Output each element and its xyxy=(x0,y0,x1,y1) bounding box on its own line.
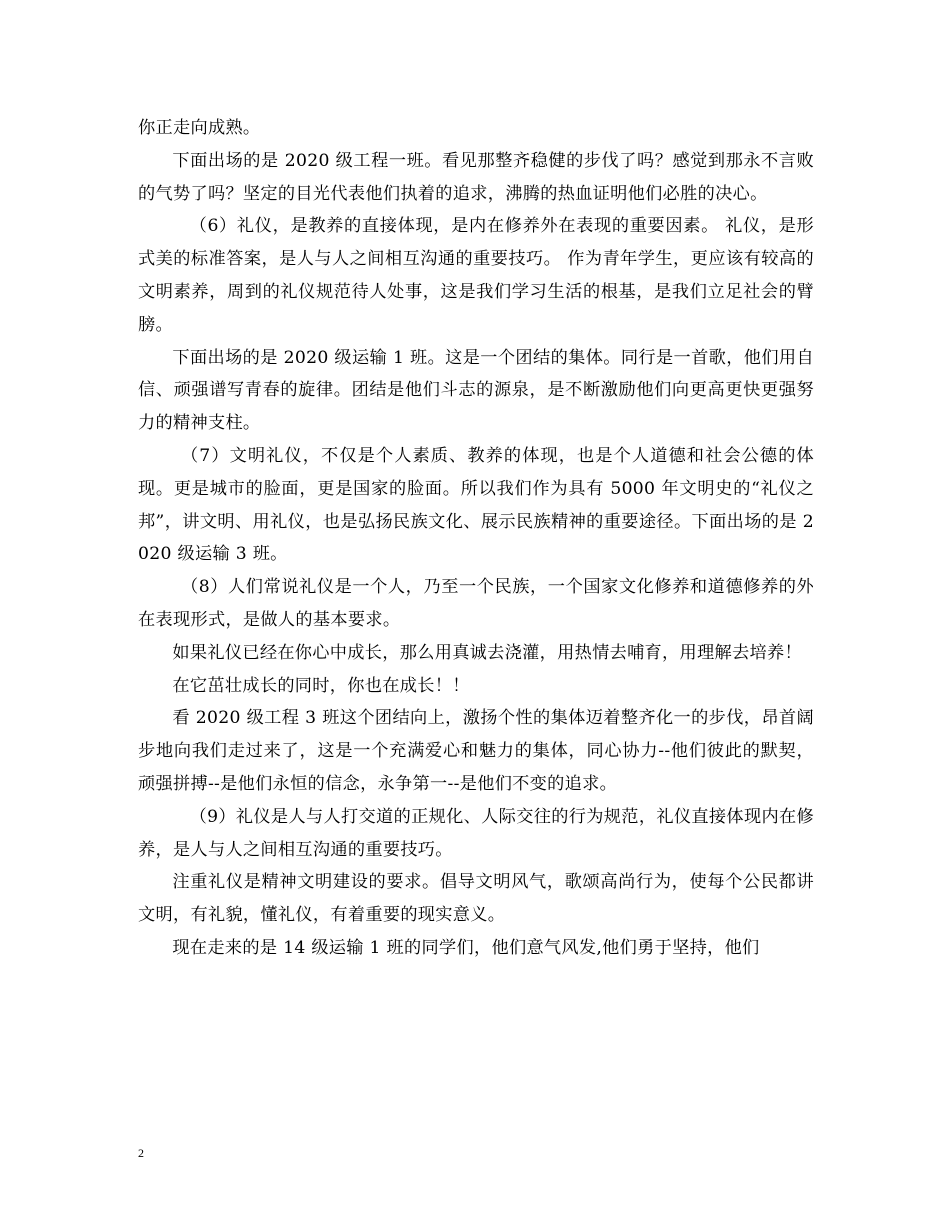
paragraph: （6）礼仪，是教养的直接体现，是内在修养外在表现的重要因素。 礼仪，是形式美的标准答案，是人与人之间相互沟通的重要技巧。 作为青年学生，更应该有较高的文明素养，周到的礼仪规范待人处事，这是我们学习生活的根基，是我们立足社会的臂膀。 xyxy=(138,216,814,335)
document-body xyxy=(138,112,814,965)
paragraph: 如果礼仪已经在你心中成长，那么用真诚去浇灌，用热情去哺育，用理解去培养！ xyxy=(172,642,802,663)
paragraph: （9）礼仪是人与人打交道的正规化、人际交往的行为规范，礼仪直接体现内在修养，是人与人之间相互沟通的重要技巧。 xyxy=(138,806,814,860)
page-number: 2 xyxy=(138,1146,144,1160)
paragraph: 现在走来的是 14 级运输 1 班的同学们，他们意气风发,他们勇于坚持，他们 xyxy=(172,937,760,958)
paragraph: （7）文明礼仪，不仅是个人素质、教养的体现，也是个人道德和社会公德的体现。更是城市的脸面，更是国家的脸面。所以我们作为具有 5000 年文明史的“礼仪之邦”，讲文明、用礼仪，也是弘扬民族文化、展示民族精神的重要途径。下面出场的是 2020 级运输 3 班。 xyxy=(138,445,814,565)
paragraph: 下面出场的是 2020 级运输 1 班。这是一个团结的集体。同行是一首歌，他们用自信、顽强谱写青春的旋律。团结是他们斗志的源泉，是不断激励他们向更高更快更强努力的精神支柱。 xyxy=(138,347,814,434)
paragraph: 看 2020 级工程 3 班这个团结向上，激扬个性的集体迈着整齐化一的步伐，昂首阔步地向我们走过来了，这是一个充满爱心和魅力的集体，同心协力--他们彼此的默契，顽强拼搏--是他们永恒的信念，永争第一--是他们不变的追求。 xyxy=(138,708,814,794)
paragraph: 你正走向成熟。 xyxy=(138,118,261,138)
paragraph: 注重礼仪是精神文明建设的要求。倡导文明风气，歌颂高尚行为，使每个公民都讲文明，有礼貌，懂礼仪，有着重要的现实意义。 xyxy=(138,872,814,926)
paragraph: 下面出场的是 2020 级工程一班。看见那整齐稳健的步伐了吗？感觉到那永不言败的气势了吗？坚定的目光代表他们执着的追求，沸腾的热血证明他们必胜的决心。 xyxy=(138,150,814,204)
paragraph: （8）人们常说礼仪是一个人，乃至一个民族，一个国家文化修养和道德修养的外在表现形式，是做人的基本要求。 xyxy=(138,577,814,630)
paragraph: 在它茁壮成长的同时，你也在成长！！ xyxy=(172,675,470,696)
